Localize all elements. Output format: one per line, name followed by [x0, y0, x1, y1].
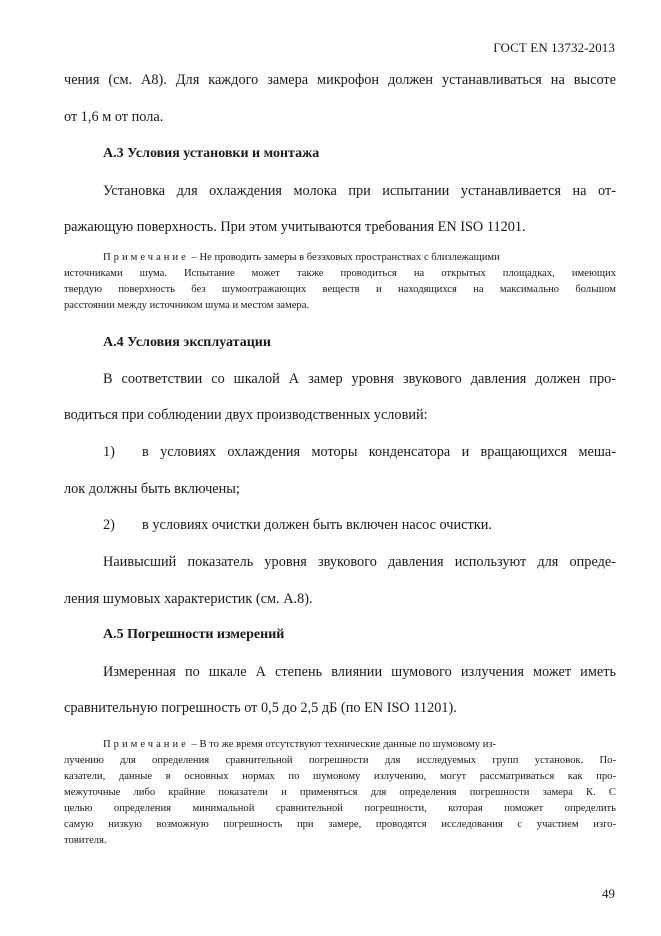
intro-line-2: от 1,6 м от пола. — [64, 109, 164, 125]
list-item-1-line-2: лок должны быть включены; — [64, 481, 240, 497]
section-a5-note-line-5: целью определения минимальной сравнительной погрешности, которая поможет определить — [64, 803, 616, 814]
section-a5-line-2: сравнительную погрешность от 0,5 до 2,5 дБ (по EN ISO 11201). — [64, 700, 457, 716]
section-a4-title: А.4 Условия эксплуатации — [103, 335, 271, 350]
note-text: – В то же время отсутствуют технические данные по шумовому из- — [188, 739, 497, 750]
section-a3-note-line-2: источниками шума. Испытание может также проводиться на открытых площадках, имеющих — [64, 268, 616, 279]
document-code-header: ГОСТ EN 13732-2013 — [493, 40, 615, 55]
section-a5-title: А.5 Погрешности измерений — [103, 627, 285, 642]
section-a5-note-line-3: казатели, данные в основных нормах по шумовому излучению, могут рассматриваться как про- — [64, 771, 616, 782]
section-a5-note-line-6: самую низкую возможную погрешность при замере, проводятся исследования с участием изго- — [64, 819, 616, 830]
section-a5-note-line-7: товителя. — [64, 835, 107, 846]
section-a5-note-line-1 — [103, 737, 616, 752]
section-a3-note-line-3: твердую поверхность без шумоотражающих веществ и находящихся на максимально большом — [64, 284, 616, 295]
page-number: 49 — [602, 886, 615, 901]
section-a4-line-1: В соответствии со шкалой А замер уровня звукового давления должен про- — [103, 371, 616, 387]
note-text: – Не проводить замеры в безэховых пространствах с близлежащими — [188, 252, 500, 263]
section-a5-note-line-4: межуточные либо крайние показатели и применяться для определения погрешности замера К. С — [64, 787, 616, 798]
section-a5-note-line-2: лучению для определения сравнительной погрешности для исследуемых групп установок. По- — [64, 755, 616, 766]
section-a3-line-2: ражающую поверхность. При этом учитываются требования EN ISO 11201. — [64, 219, 526, 235]
section-a5-line-1: Измеренная по шкале А степень влиянии шумового излучения может иметь — [103, 664, 616, 680]
section-a3-line-1: Установка для охлаждения молока при испытании устанавливается на от- — [103, 183, 616, 199]
intro-line-1: чения (см. А8). Для каждого замера микрофон должен устанавливаться на высоте — [64, 72, 616, 88]
list-item-1-line-1: в условиях охлаждения моторы конденсатора и вращающихся меша- — [142, 444, 616, 460]
section-a3-title: А.3 Условия установки и монтажа — [103, 146, 320, 161]
section-a4-para-line-1: Наивысший показатель уровня звукового давления используют для опреде- — [103, 554, 616, 570]
list-item-1-number: 1) — [103, 444, 115, 460]
note-label: Примечание — [103, 252, 189, 263]
section-a3-note-line-4: расстоянии между источником шума и местом замера. — [64, 300, 310, 311]
section-a3-note-line-1 — [103, 250, 616, 265]
section-a4-line-2: водиться при соблюдении двух производственных условий: — [64, 407, 428, 423]
note-label: Примечание — [103, 739, 189, 750]
list-item-2-number: 2) — [103, 517, 115, 533]
section-a4-para-line-2: ления шумовых характеристик (см. А.8). — [64, 591, 313, 607]
list-item-2-line-1: в условиях очистки должен быть включен насос очистки. — [142, 517, 492, 533]
